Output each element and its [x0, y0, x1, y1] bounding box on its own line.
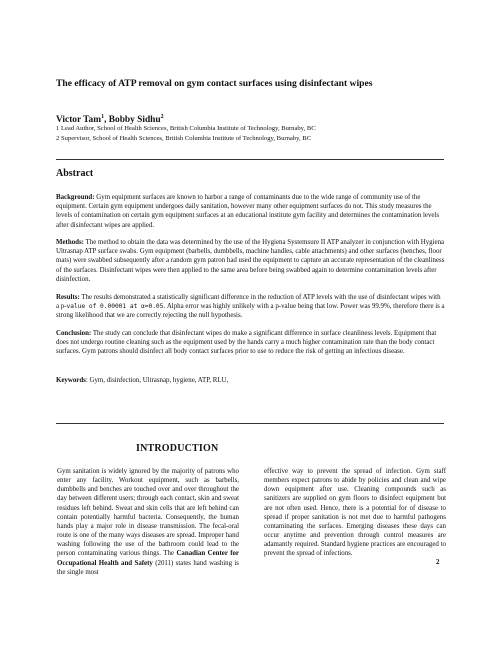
abstract-methods	[56, 238, 445, 284]
results-text: The results demonstrated a statistically significant difference in the reduction of ATP levels with the use of disinfectant wipes with a p-	[56, 294, 441, 311]
affiliation-2: 2 Supervisor, School of Health Sciences, British Columbia Institute of Technology, Burnaby, BC	[56, 135, 312, 142]
affiliation-1: 1 Lead Author, School of Health Sciences, British Columbia Institute of Technology, Burnaby, BC	[56, 125, 316, 132]
methods-label: Methods:	[56, 239, 84, 246]
intro-text-right: effective way to prevent the spread of infection. Gym staff members expect patrons to abide by policies and clean and wipe down equipment after use. Cleaning compounds such as sanitizers are supplied on gym floors to disinfect equipment but are not often used. Hence, there is a potential for of disease to spread if proper sanitation is not met due to harmful pathogens contaminating the surfaces. Emerging diseases these days can occur anytime and prevention through control measures are adamantly required. Standard hygiene practices are encouraged to prevent the spread of infections.	[264, 468, 446, 558]
results-label: Results:	[56, 294, 80, 301]
author-superscript: 2	[160, 114, 164, 120]
background-label: Background:	[56, 194, 95, 201]
author-name: Victor Tam	[56, 115, 102, 126]
intro-text: Gym sanitation is widely ignored by the majority of patrons who enter any facility. Workout equipment, such as barbells, dumbbells and benches are touched over and over throughout the day between different users; through each contact, skin and sweat residues left behind. Sweat and skin cells that are left behind can contain potentially harmful bacteria. Consequently, the human hands play a major role in disease transmission. The fecal-oral route is one of the many ways diseases are spread. Improper hand washing following the use of the bathroom could lead to the person contaminating various things. The	[57, 468, 239, 558]
introduction-right-column	[264, 467, 446, 559]
section-divider	[56, 423, 444, 424]
intro-text-continued: (2011) states hand washing is the single most	[57, 559, 239, 576]
author-separator: ,	[104, 115, 109, 126]
keywords-text: : Gym, disinfection, Ultrasnap, hygiene, ATP, RLU,	[85, 377, 229, 384]
abstract-keywords	[56, 376, 445, 385]
abstract-conclusion	[56, 329, 445, 357]
abstract-heading: Abstract	[56, 168, 94, 179]
introduction-heading: INTRODUCTION	[136, 443, 219, 454]
background-text: Gym equipment surfaces are known to harbor a range of contaminants due to the wide range of community use of the equipment. Certain gym equipment undergoes daily sanitation, however many other equipment surfaces do not. This study measures the levels of contamination on certain gym equipment surfaces at an educational institute gym facility and determines the contamination levels after disinfectant wipes are applied.	[56, 194, 440, 229]
results-p-value: value of 0.00001 at α=0.05	[66, 303, 164, 311]
section-divider	[56, 159, 444, 160]
author-name: Bobby Sidhu	[108, 115, 161, 126]
page-number: 2	[436, 558, 440, 566]
abstract-background	[56, 193, 445, 230]
methods-text: The method to obtain the data was determined by the use of the Hygiena Systemsure II ATP analyzer in conjunction with Hygiena Ultrasnap ATP surface swabs. Gym equipment (barbells, dumbbells, machine handles, cable attachments) and other surfaces (benches, floor mats) were swabbed subsequently after a random gym patron had used the equipment to capture an accurate representation of the cleanliness of the surfaces. Disinfectant wipes were then applied to the same area before being swabbed again to determine contamination levels after disinfection.	[56, 239, 445, 283]
results-text-continued: . Alpha error was highly unlikely with a p-value being that low. Power was 99.9%, therefore there is a strong likelihood that we are correctly rejecting the null hypothesis.	[56, 303, 445, 320]
abstract-results	[56, 293, 445, 321]
conclusion-label: Conclusion:	[56, 330, 92, 337]
paper-title: The efficacy of ATP removal on gym contact surfaces using disinfectant wipes	[56, 78, 373, 89]
intro-citation: Canadian Center for Occupational Health and Safety	[57, 550, 239, 567]
introduction-left-column	[57, 467, 239, 577]
conclusion-text: The study can conclude that disinfectant wipes do make a significant difference in surface cleanliness levels. Equipment that does not undergo routine cleaning such as the equipment used by the hands carry a much higher contamination rate than the body contact surfaces. Gym patrons should disinfect all body contact surfaces prior to use to reduce the risk of getting an infectious disease.	[56, 330, 437, 356]
author-superscript: 1	[101, 114, 105, 120]
keywords-label: Keywords	[56, 377, 86, 384]
